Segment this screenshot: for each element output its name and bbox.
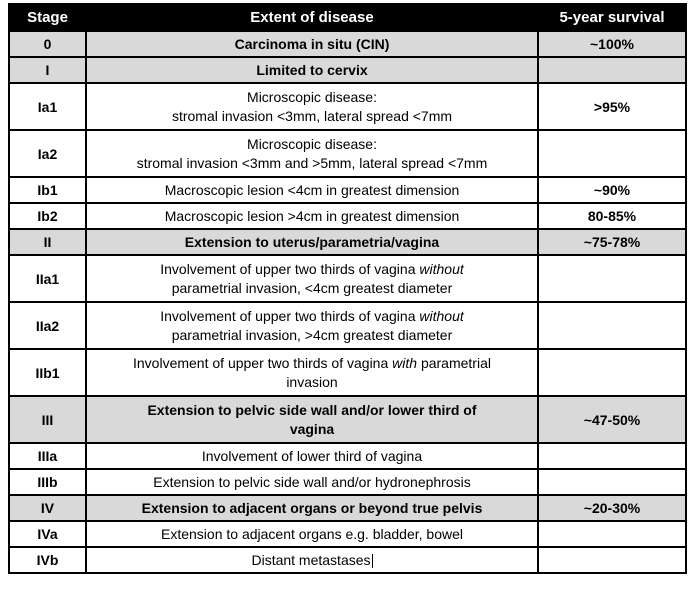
stage-cell: II (9, 229, 86, 255)
table-row (9, 31, 686, 57)
survival-cell (538, 443, 686, 469)
extent-text-line: parametrial invasion, >4cm greatest diameter (171, 326, 453, 343)
extent-cell (86, 443, 538, 469)
extent-text-line: invasion (286, 373, 338, 390)
extent-text-line: Involvement of upper two thirds of vagina without (160, 307, 464, 324)
stage-cell: IV (9, 495, 86, 521)
survival-cell (538, 130, 686, 177)
extent-cell (86, 177, 538, 203)
extent-text-line: Macroscopic lesion >4cm in greatest dimension (164, 207, 460, 224)
extent-cell (86, 57, 538, 83)
table-row (9, 57, 686, 83)
stage-cell: IIIa (9, 443, 86, 469)
extent-cell (86, 469, 538, 495)
extent-text-line: stromal invasion <3mm, lateral spread <7mm (171, 107, 453, 124)
survival-cell: ~90% (538, 177, 686, 203)
stage-cell: Ib2 (9, 203, 86, 229)
extent-cell (86, 255, 538, 302)
text-cursor (372, 554, 373, 568)
survival-cell: ~20-30% (538, 495, 686, 521)
stage-column-header: Stage (9, 4, 86, 31)
survival-cell (538, 302, 686, 349)
extent-text-line: parametrial invasion, <4cm greatest diameter (171, 279, 453, 296)
extent-cell (86, 31, 538, 57)
extent-text-line: stromal invasion <3mm and >5mm, lateral spread <7mm (136, 154, 488, 171)
extent-text-line: Extension to uterus/parametria/vagina (184, 233, 440, 250)
table-row (9, 495, 686, 521)
extent-text-line: Extension to pelvic side wall and/or hydronephrosis (153, 473, 471, 490)
stage-cell: IIIb (9, 469, 86, 495)
survival-cell: ~75-78% (538, 229, 686, 255)
survival-cell (538, 255, 686, 302)
extent-cell (86, 203, 538, 229)
extent-text-line: Involvement of upper two thirds of vagina with parametrial (133, 354, 491, 371)
extent-text-line: vagina (289, 420, 335, 437)
extent-cell (86, 83, 538, 130)
table-row (9, 547, 686, 573)
extent-column-header: Extent of disease (86, 4, 538, 31)
table-row (9, 130, 686, 177)
survival-cell (538, 469, 686, 495)
extent-cell (86, 495, 538, 521)
extent-text-line: Limited to cervix (256, 61, 368, 78)
table-row (9, 83, 686, 130)
survival-cell: >95% (538, 83, 686, 130)
stage-cell: IIa1 (9, 255, 86, 302)
extent-text-line: Distant metastases (251, 551, 371, 568)
staging-table-body (9, 31, 686, 573)
stage-cell: IIa2 (9, 302, 86, 349)
survival-cell: 80-85% (538, 203, 686, 229)
survival-cell: ~100% (538, 31, 686, 57)
table-row (9, 203, 686, 229)
extent-text-line: Macroscopic lesion <4cm in greatest dimension (164, 181, 460, 198)
survival-column-header: 5-year survival (538, 4, 686, 31)
table-row (9, 229, 686, 255)
stage-cell: Ia2 (9, 130, 86, 177)
stage-cell: IIb1 (9, 349, 86, 396)
table-row (9, 349, 686, 396)
extent-cell (86, 349, 538, 396)
table-row (9, 177, 686, 203)
extent-cell (86, 547, 538, 573)
survival-cell (538, 521, 686, 547)
extent-text-line: Microscopic disease: (247, 88, 377, 105)
table-header-row (9, 4, 686, 31)
extent-text-line: Microscopic disease: (247, 135, 377, 152)
survival-cell: ~47-50% (538, 396, 686, 443)
extent-cell (86, 229, 538, 255)
table-row (9, 396, 686, 443)
extent-cell (86, 130, 538, 177)
extent-text-line: Carcinoma in situ (CIN) (234, 35, 390, 52)
table-row (9, 469, 686, 495)
extent-cell (86, 302, 538, 349)
extent-cell (86, 396, 538, 443)
extent-text-line: Extension to adjacent organs e.g. bladder, bowel (161, 525, 463, 542)
stage-cell: Ib1 (9, 177, 86, 203)
extent-text-line: Involvement of upper two thirds of vagina without (160, 260, 464, 277)
stage-cell: IVa (9, 521, 86, 547)
extent-text-line: Extension to adjacent organs or beyond true pelvis (141, 499, 483, 516)
stage-cell: I (9, 57, 86, 83)
stage-cell: 0 (9, 31, 86, 57)
table-row (9, 302, 686, 349)
table-row (9, 255, 686, 302)
survival-cell (538, 57, 686, 83)
table-row (9, 443, 686, 469)
survival-cell (538, 547, 686, 573)
table-row (9, 521, 686, 547)
stage-cell: Ia1 (9, 83, 86, 130)
stage-cell: III (9, 396, 86, 443)
extent-cell (86, 521, 538, 547)
stage-cell: IVb (9, 547, 86, 573)
cervical-cancer-staging-table (8, 3, 687, 574)
extent-text-line: Extension to pelvic side wall and/or lower third of (147, 401, 477, 418)
extent-text-line: Involvement of lower third of vagina (201, 447, 423, 464)
survival-cell (538, 349, 686, 396)
